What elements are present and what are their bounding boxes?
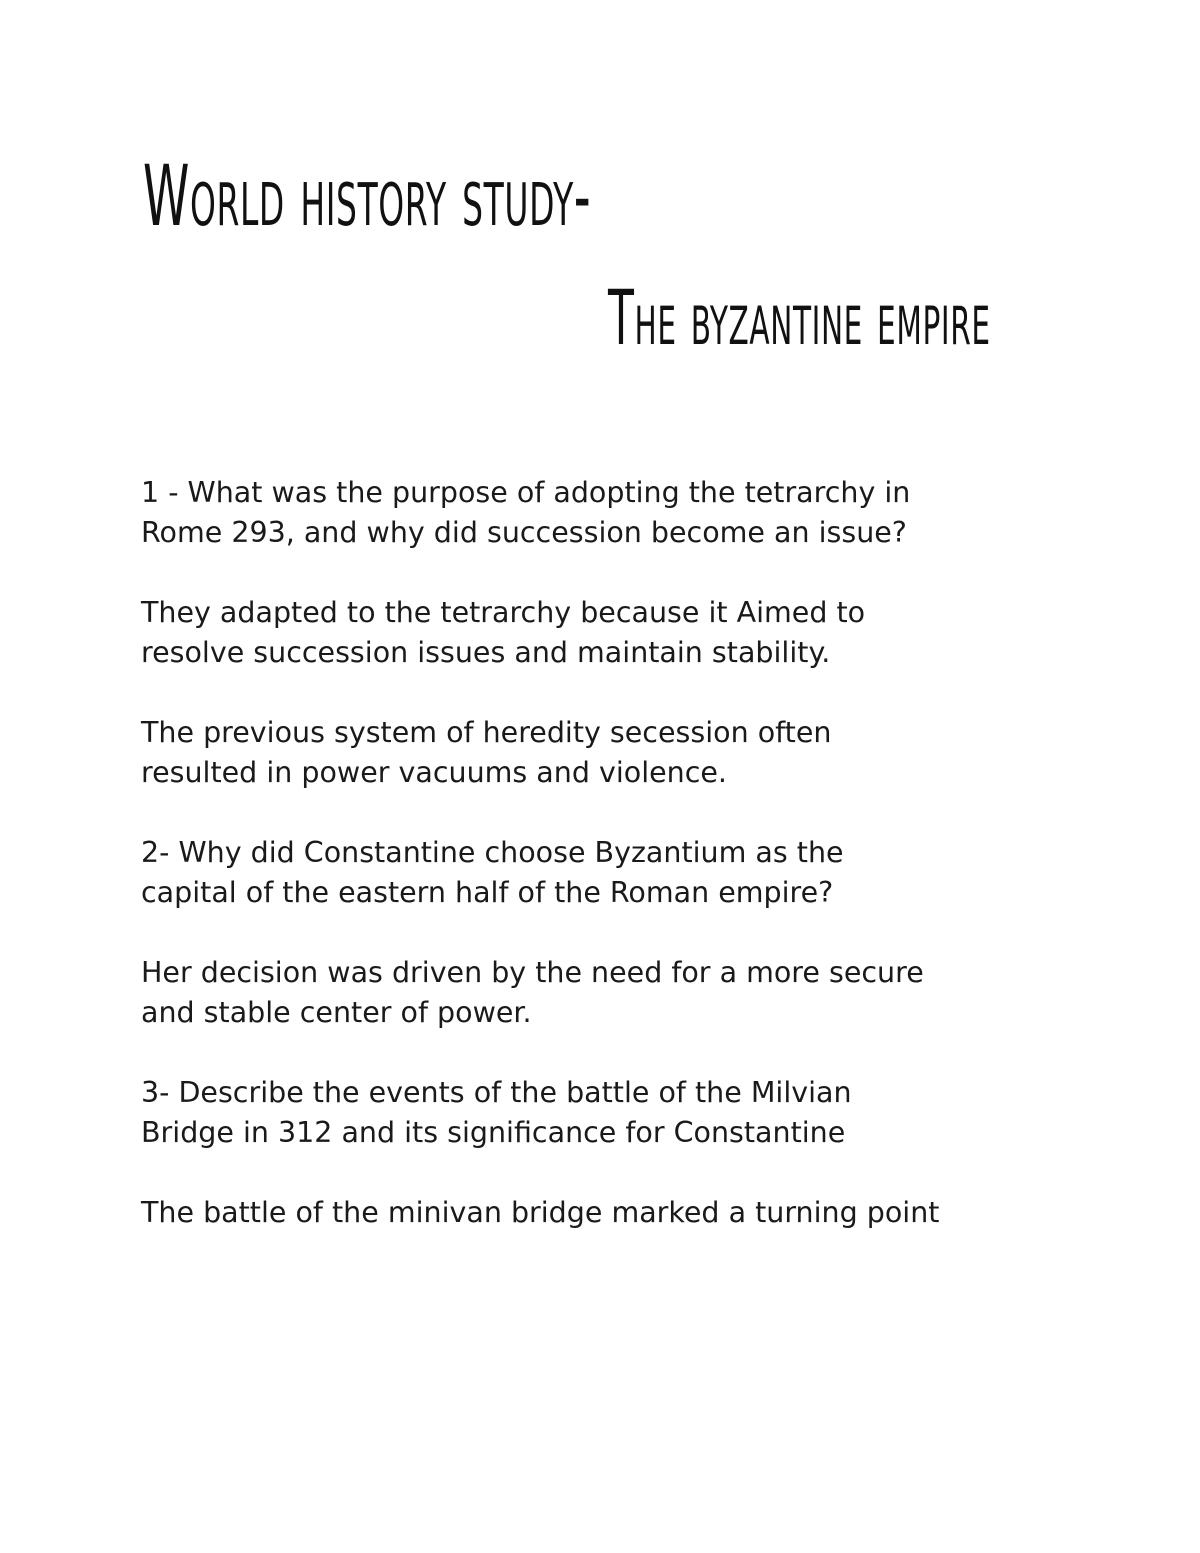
question-1 — [141, 473, 1101, 553]
question-3-line-2: Bridge in 312 and its significance for Constantine — [141, 1116, 846, 1149]
document-body — [141, 473, 1101, 1273]
answer-1-part-1 — [141, 593, 1101, 673]
answer-1-part-2 — [141, 713, 1101, 793]
document-title: World history study- — [143, 147, 592, 245]
answer-2-line-2: and stable center of power. — [141, 996, 532, 1029]
answer-1-part-1-line-1: They adapted to the tetrarchy because it Aimed to — [141, 596, 866, 629]
answer-2-line-1: Her decision was driven by the need for a more secure — [141, 956, 924, 989]
question-2 — [141, 833, 1101, 913]
question-1-line-1: 1 - What was the purpose of adopting the tetrarchy in — [141, 476, 911, 509]
answer-1-part-2-line-2: resulted in power vacuums and violence. — [141, 756, 727, 789]
question-3 — [141, 1073, 1101, 1153]
answer-3 — [141, 1193, 1101, 1233]
document-subtitle: The byzantine empire — [608, 273, 991, 362]
question-2-line-1: 2- Why did Constantine choose Byzantium as the — [141, 836, 844, 869]
answer-1-part-1-line-2: resolve succession issues and maintain stability. — [141, 636, 831, 669]
question-1-line-2: Rome 293, and why did succession become an issue? — [141, 516, 907, 549]
answer-2 — [141, 953, 1101, 1033]
question-3-line-1: 3- Describe the events of the battle of the Milvian — [141, 1076, 852, 1109]
answer-3-line-1: The battle of the minivan bridge marked a turning point — [141, 1196, 940, 1229]
answer-1-part-2-line-1: The previous system of heredity secession often — [141, 716, 832, 749]
question-2-line-2: capital of the eastern half of the Roman empire? — [141, 876, 834, 909]
